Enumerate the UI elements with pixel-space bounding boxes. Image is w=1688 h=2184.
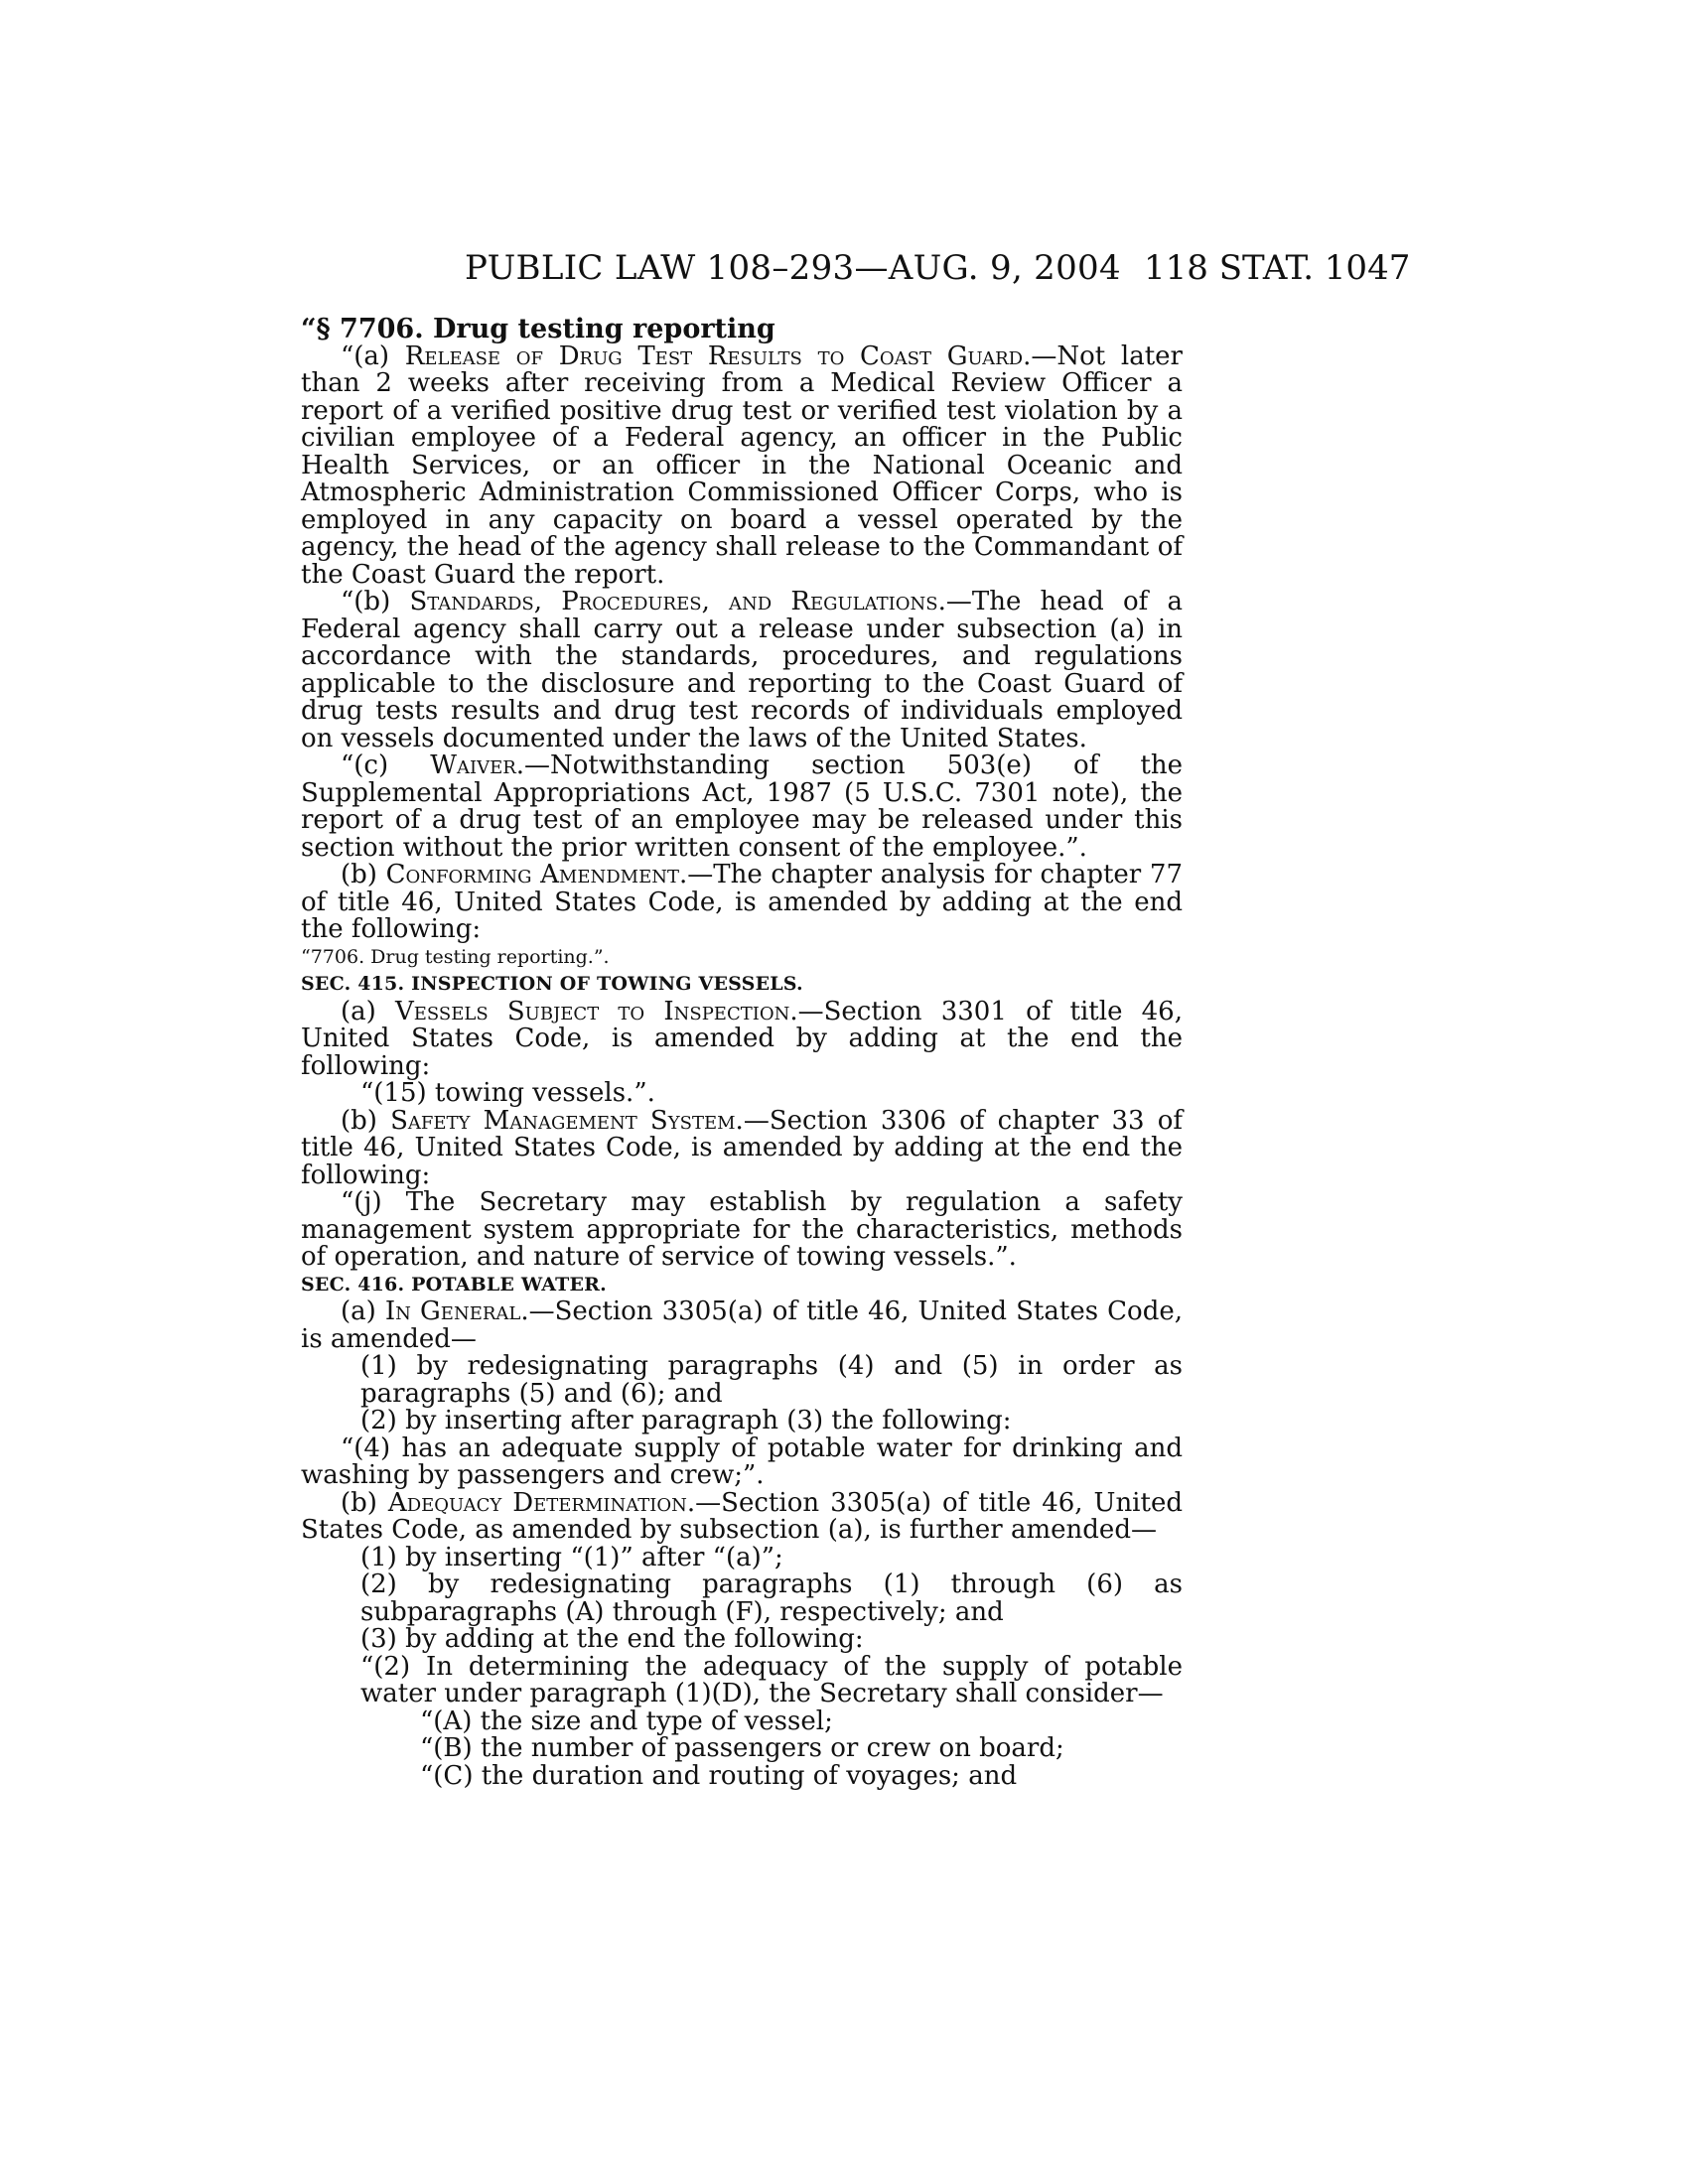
section-7706-subsection-b: “(b) Standards, Procedures, and Regulations.—The head of a Federal agency shall carry out a release under subsection (a) in accordance with the standards, procedures, and regulations applicable to the disclosure and reporting to the Coast Guard of drug tests results and drug test records of individuals employed on vessels documented under the laws of the United States.: [301, 587, 1184, 753]
quoted-subparagraph-b: “(B) the number of passengers or crew on board;: [420, 1733, 1064, 1763]
conforming-amendment: (b) Conforming Amendment.—The chapter analysis for chapter 77 of title 46, United States Code, is amended by adding at the end the following:: [301, 860, 1183, 944]
section-7706-subsection-a: “(a) Release of Drug Test Results to Coast Guard.—Not later than 2 weeks after receiving from a Medical Review Officer a report of a verified positive drug test or verified test violation by a civilian employee of a Federal agency, an officer in the Public Health Services, or an officer in the National Oceanic and Atmospheric Administration Commissioned Officer Corps, who is employed in any capacity on board a vessel operated by the agency, the head of the agency shall release to the Commandant of the Coast Guard the report.: [301, 341, 1183, 590]
section-415-subsection-a: (a) Vessels Subject to Inspection.—Section 3301 of title 46, United States Code, is amended by adding at the end the following:: [301, 996, 1183, 1081]
section-416-b-paragraph-3: (3) by adding at the end the following:: [360, 1624, 864, 1654]
subsection-caption: Adequacy Determination.: [387, 1487, 696, 1518]
section-416-subsection-b: (b) Adequacy Determination.—Section 3305(a) of title 46, United States Code, as amended by subsection (a), is further amended—: [301, 1487, 1183, 1545]
section-415-quoted-item: “(15) towing vessels.”.: [360, 1078, 655, 1108]
section-416-heading: SEC. 416. POTABLE WATER.: [301, 1273, 607, 1296]
section-416-b-paragraph-1: (1) by inserting “(1)” after “(a)”;: [360, 1542, 783, 1572]
subsection-caption: In General.: [384, 1297, 529, 1326]
section-415-heading: SEC. 415. INSPECTION OF TOWING VESSELS.: [301, 973, 803, 995]
quoted-subparagraph-c: “(C) the duration and routing of voyages; and: [420, 1760, 1018, 1791]
section-416-b-paragraph-2: (2) by redesignating paragraphs (1) through (6) as subparagraphs (A) through (F), respectively; and: [360, 1570, 1183, 1627]
subsection-caption: Vessels Subject to Inspection.: [394, 996, 798, 1026]
section-416-a-quoted-paragraph-4: “(4) has an adequate supply of potable water for drinking and washing by passengers and crew;”.: [301, 1433, 1183, 1490]
quoted-subparagraph-a: “(A) the size and type of vessel;: [420, 1706, 833, 1736]
subsection-caption: Waiver.: [430, 751, 525, 780]
subsection-caption: Safety Management System.: [390, 1105, 744, 1136]
section-416-a-paragraph-1: (1) by redesignating paragraphs (4) and (5) in order as paragraphs (5) and (6); and: [360, 1351, 1183, 1409]
chapter-analysis-line: “7706. Drug testing reporting.”.: [301, 945, 610, 968]
header-stat-citation: 118 STAT. 1047: [1144, 248, 1411, 288]
section-416-subsection-a: (a) In General.—Section 3305(a) of title 46, United States Code, is amended—: [301, 1297, 1183, 1354]
header-title: PUBLIC LAW 108–293—AUG. 9, 2004: [465, 248, 1121, 288]
section-415-subsection-b: (b) Safety Management System.—Section 3306 of chapter 33 of title 46, United States Code, is amended by adding at the end the following:: [301, 1105, 1184, 1190]
section-416-a-paragraph-2: (2) by inserting after paragraph (3) the following:: [360, 1406, 1012, 1435]
page-header: [0, 248, 1688, 288]
section-416-b-quoted-paragraph-2: “(2) In determining the adequacy of the supply of potable water under paragraph (1)(D), the Secretary shall consider—: [360, 1651, 1183, 1708]
section-415-quoted-subsection-j: “(j) The Secretary may establish by regulation a safety management system appropriate for the characteristics, methods of operation, and nature of service of towing vessels.”.: [301, 1187, 1183, 1272]
subsection-caption: Conforming Amendment.: [385, 860, 688, 889]
document-body: [301, 316, 1183, 1790]
section-7706-heading: “§ 7706. Drug testing reporting: [301, 314, 775, 344]
subsection-caption: Release of Drug Test Results to Coast Guard.: [404, 341, 1032, 371]
subsection-caption: Standards, Procedures, and Regulations.: [409, 587, 946, 616]
section-7706-subsection-c: “(c) Waiver.—Notwithstanding section 503(e) of the Supplemental Appropriations Act, 1987 (5 U.S.C. 7301 note), the report of a drug test of an employee may be released under this section without the prior written consent of the employee.”.: [301, 751, 1183, 863]
